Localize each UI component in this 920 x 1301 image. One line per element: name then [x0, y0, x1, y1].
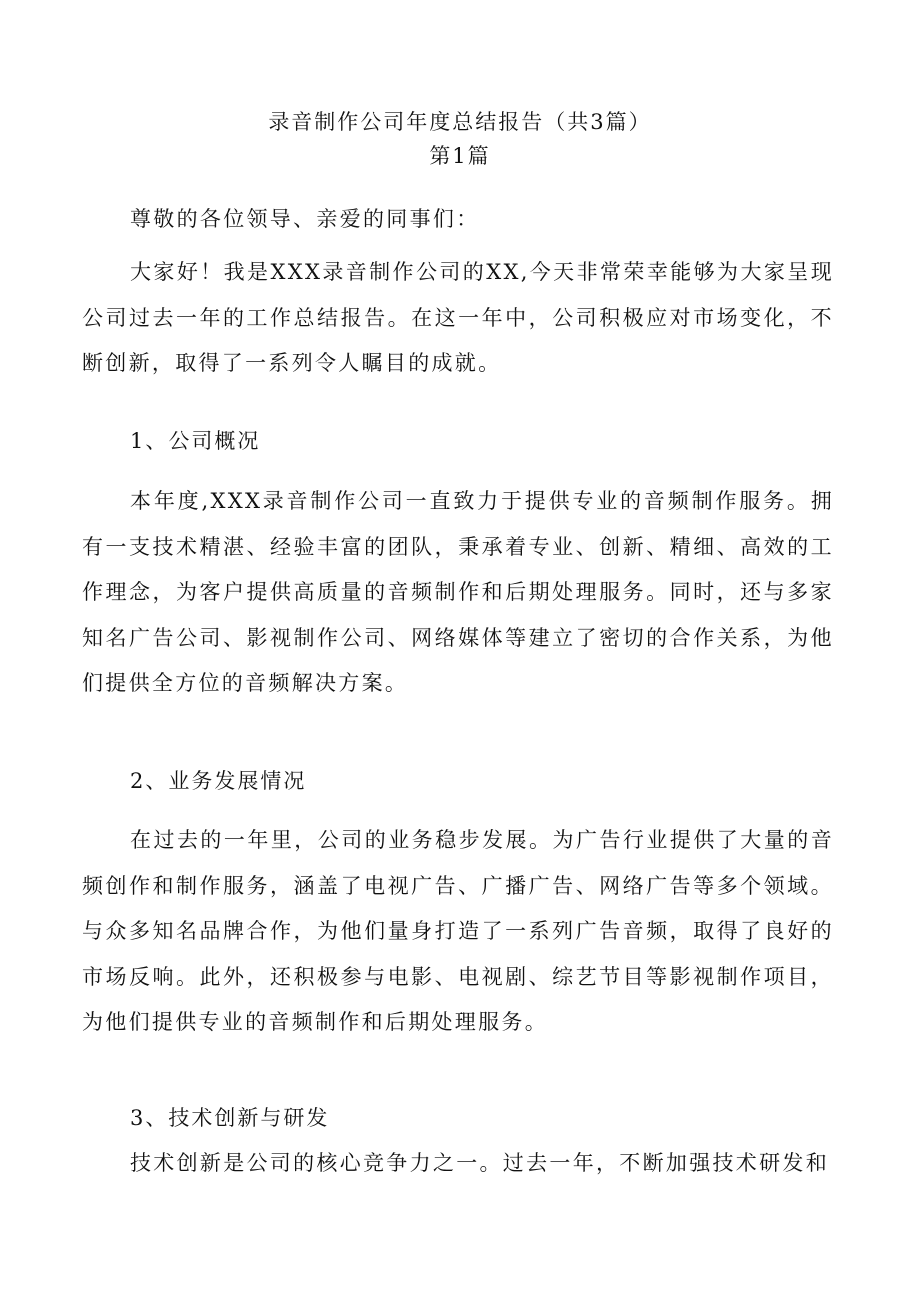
- section-heading-tech-innovation: 3、技术创新与研发: [130, 1106, 330, 1130]
- section-heading-business-development: 2、业务发展情况: [130, 769, 307, 793]
- section-body-tech-innovation: 技术创新是公司的核心竞争力之一。过去一年，不断加强技术研发和: [130, 1151, 829, 1175]
- document-subtitle: 第1篇: [429, 144, 491, 168]
- document-title: 录音制作公司年度总结报告（共3篇）: [268, 110, 652, 134]
- intro-paragraph: 大家好！我是XXX录音制作公司的XX,今天非常荣幸能够为大家呈现公司过去一年的工作总结报告。在这一年中，公司积极应对市场变化，不断创新，取得了一系列令人瞩目的成就。: [82, 260, 834, 375]
- section-body-company-overview: 本年度,XXX录音制作公司一直致力于提供专业的音频制作服务。拥有一支技术精湛、经验丰富的团队，秉承着专业、创新、精细、高效的工作理念，为客户提供高质量的音频制作和后期处理服务。同时，还与多家知名广告公司、影视制作公司、网络媒体等建立了密切的合作关系，为他们提供全方位的音频解决方案。: [82, 489, 834, 695]
- section-body-business-development: 在过去的一年里，公司的业务稳步发展。为广告行业提供了大量的音频创作和制作服务，涵盖了电视广告、广播广告、网络广告等多个领域。与众多知名品牌合作，为他们量身打造了一系列广告音频，取得了良好的市场反响。此外，还积极参与电影、电视剧、综艺节目等影视制作项目，为他们提供专业的音频制作和后期处理服务。: [82, 828, 834, 1034]
- section-heading-company-overview: 1、公司概况: [130, 429, 261, 453]
- greeting-paragraph: 尊敬的各位领导、亲爱的同事们：: [130, 207, 480, 231]
